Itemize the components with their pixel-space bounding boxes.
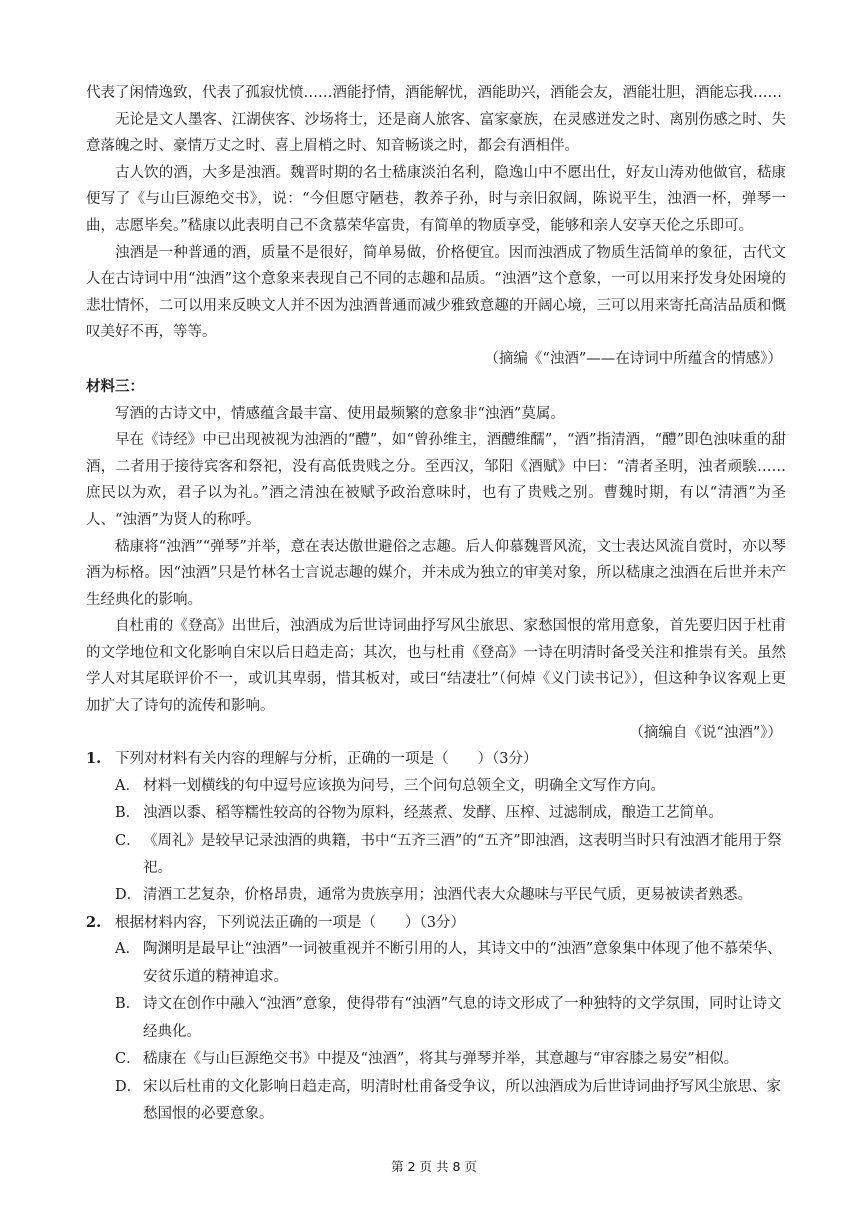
option-d — [86, 882, 786, 909]
paragraph: 古人饮的酒，大多是浊酒。魏晋时期的名士嵇康淡泊名利，隐逸山中不愿出仕，好友山涛劝他做官，嵇康便写了《与山巨源绝交书》，说：“今但愿守陋巷，教养子孙，时与亲旧叙阔，陈说平生，浊酒一杯，弹琴一曲，志愿毕矣。”嵇康以此表明自己不贪慕荣华富贵，有简单的物质享受，能够和亲人安享天伦之乐即可。 — [86, 164, 786, 234]
option-label: A． — [115, 941, 140, 958]
option-label: D． — [115, 1078, 142, 1095]
source-citation: （摘编自《说“浊酒”》） — [629, 724, 782, 741]
question-number: 2. — [86, 913, 102, 931]
option-b — [86, 800, 786, 827]
option-text: 嵇康在《与山巨源绝交书》中提及“浊酒”，将其与弹琴并举，其意趣与“审容膝之易安”相似。 — [143, 1051, 739, 1068]
paragraph: 浊酒是一种普通的酒，质量不是很好，简单易做，价格便宜。因而浊酒成了物质生活简单的象征，古代文人在古诗词中用“浊酒”这个意象来表现自己不同的志趣和品质。“浊酒”这个意象，一可以用来抒发身处困境的悲壮情怀，二可以用来反映文人并不因为浊酒普通而减少雅致意趣的开阔心境，三可以用来寄托高洁品质和慨叹美好不再，等等。 — [86, 244, 786, 341]
option-text: 陶渊明是最早让“浊酒”一词被重视并不断引用的人，其诗文中的“浊酒”意象集中体现了他不慕荣华、安贫乐道的精神追求。 — [143, 941, 782, 985]
paragraph: 代表了闲情逸致，代表了孤寂忧愤……酒能抒情，酒能解忧，酒能助兴，酒能会友，酒能壮胆，酒能忘我…… — [86, 85, 782, 101]
option-label: D． — [115, 887, 142, 904]
question-1 — [86, 746, 786, 910]
paragraph: 自杜甫的《登高》出世后，浊酒成为后世诗词曲抒写风尘旅思、家愁国恨的常用意象，首先要归因于杜甫的文学地位和文化影响自宋以后日趋走高；其次，也与杜甫《登高》一诗在明清时备受关注和推崇有关。虽然学人对其尾联评价不一，或讥其卑弱，惜其板对，或曰“结凄壮”（何焯《义门读书记》），但这种争议客观上更加扩大了诗句的流传和影响。 — [86, 618, 786, 715]
option-a — [86, 773, 786, 800]
question-text: 下列对材料有关内容的理解与分析，正确的一项是（ ）（3分） — [115, 751, 538, 768]
option-b — [86, 991, 786, 1046]
option-text: 浊酒以黍、稻等糯性较高的谷物为原料，经蒸煮、发酵、压榨、过滤制成，酿造工艺简单。 — [143, 805, 723, 822]
option-text: 材料一划横线的句中逗号应该换为问号，三个问句总领全文，明确全文写作方向。 — [143, 777, 665, 794]
option-label: A． — [115, 777, 140, 794]
option-c — [86, 828, 786, 883]
page-footer: 第 2 页 共 8 页 — [391, 1159, 477, 1174]
option-text: 清酒工艺复杂，价格昂贵，通常为贵族享用；浊酒代表大众趣味与平民气质，更易被读者熟悉。 — [143, 887, 752, 904]
question-stem — [86, 746, 786, 773]
paragraph: 嵇康将“浊酒”“弹琴”并举，意在表达傲世避俗之志趣。后人仰慕魏晋风流，文士表达风流自赏时，亦以琴酒为标格。因“浊酒”只是竹林名士言说志趣的媒介，并未成为独立的审美对象，所以嵇康之浊酒在后世并未产生经典化的影响。 — [86, 538, 786, 608]
option-c — [86, 1046, 786, 1073]
paragraph: 早在《诗经》中已出现被视为浊酒的“醴”，如“曾孙维主，酒醴维醹”，“酒”指清酒，“醴”即色浊味重的甜酒，二者用于接待宾客和祭祀，没有高低贵贱之分。至西汉，邹阳《酒赋》中曰：“清者圣明，浊者顽騃……庶民以为欢，君子以为礼。”酒之清浊在被赋予政治意味时，也有了贵贱之别。曹魏时期，有以“清酒”为圣人、“浊酒”为贤人的称呼。 — [86, 432, 786, 528]
paragraph: 无论是文人墨客、江湖侠客、沙场将士，还是商人旅客、富家豪族，在灵感迸发之时、离别伤感之时、失意落魄之时、豪情万丈之时、喜上眉梢之时、知音畅谈之时，都会有酒相伴。 — [86, 111, 786, 155]
option-label: C． — [115, 1051, 141, 1068]
option-label: C． — [115, 832, 141, 849]
material-3-heading: 材料三： — [86, 377, 144, 395]
page-content — [86, 80, 786, 1128]
option-a — [86, 936, 786, 991]
option-text: 宋以后杜甫的文化影响日趋走高，明清时杜甫备受争议，所以浊酒成为后世诗词曲抒写风尘旅思、家愁国恨的必要意象。 — [143, 1078, 781, 1122]
source-citation: （摘编《“浊酒”——在诗词中所蕴含的情感》） — [484, 350, 782, 367]
option-d — [86, 1074, 786, 1129]
paragraph: 写酒的古诗文中，情感蕴含最丰富、使用最频繁的意象非“浊酒”莫属。 — [115, 405, 565, 422]
question-stem — [86, 910, 786, 937]
question-text: 根据材料内容，下列说法正确的一项是（ ）（3分） — [115, 914, 465, 931]
question-2 — [86, 910, 786, 1128]
option-text: 《周礼》是较早记录浊酒的典籍，书中“五齐三酒”的“五齐”即浊酒，这表明当时只有浊酒才能用于祭祀。 — [143, 832, 782, 877]
question-number: 1. — [86, 750, 102, 768]
option-text: 诗文在创作中融入“浊酒”意象，使得带有“浊酒”气息的诗文形成了一种独特的文学氛围，同时让诗文经典化。 — [143, 996, 782, 1040]
option-label: B． — [115, 805, 141, 822]
option-label: B． — [115, 996, 141, 1013]
